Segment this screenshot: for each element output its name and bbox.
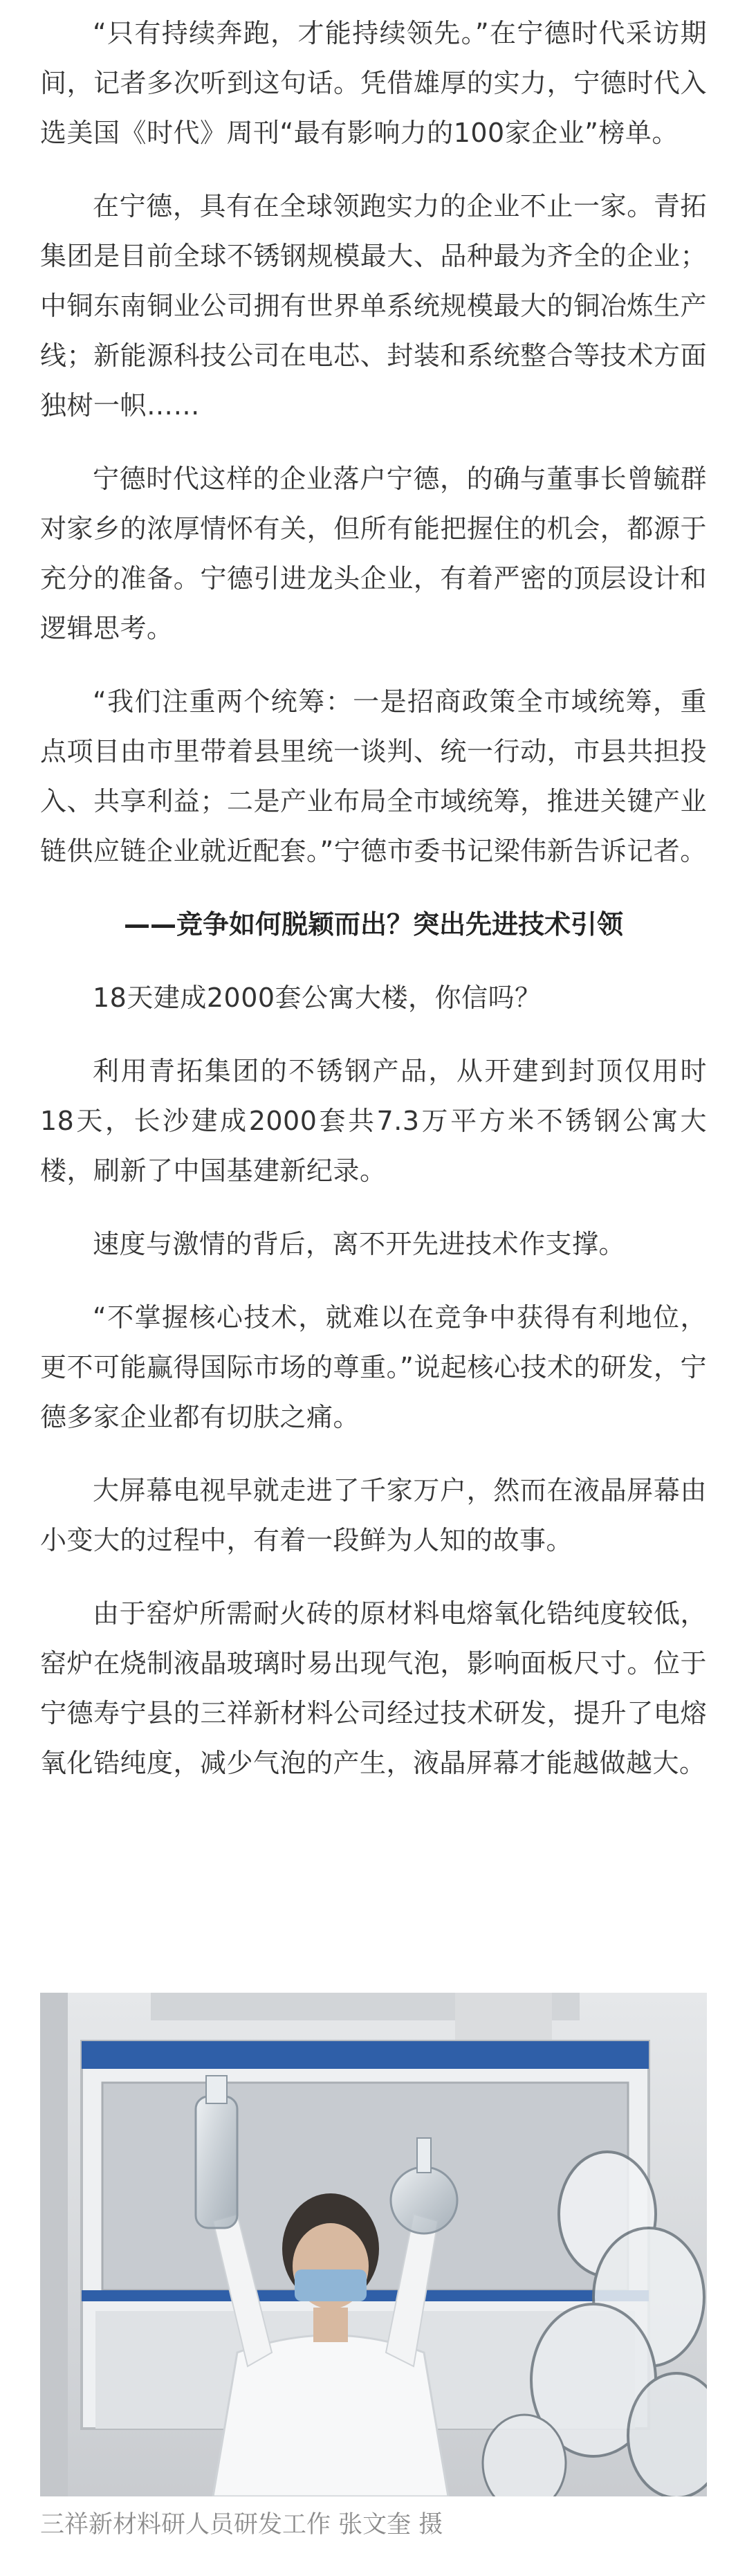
paragraph-2: 在宁德，具有在全球领跑实力的企业不止一家。青拓集团是目前全球不锈钢规模最大、品种最为齐全的企业；中铜东南铜业公司拥有世界单系统规模最大的铜冶炼生产线；新能源科技公司在电芯、封装和系统整合等技术方面独树一帜…… bbox=[40, 191, 707, 421]
paragraph-5: 18天建成2000套公寓大楼，你信吗？ bbox=[93, 983, 542, 1013]
paragraph-10: 由于窑炉所需耐火砖的原材料电熔氧化锆纯度较低，窑炉在烧制液晶玻璃时易出现气泡，影响面板尺寸。位于宁德寿宁县的三祥新材料公司经过技术研发，提升了电熔氧化锆纯度，减少气泡的产生，液晶屏幕才能越做越大。 bbox=[40, 1598, 707, 1778]
section-subheading: ——竞争如何脱颖而出？突出先进技术引领 bbox=[123, 909, 623, 940]
paragraph-7: 速度与激情的背后，离不开先进技术作支撑。 bbox=[93, 1229, 626, 1259]
paragraph-4: “我们注重两个统筹：一是招商政策全市域统筹，重点项目由市里带着县里统一谈判、统一行动，市县共担投入、共享利益；二是产业布局全市域统筹，推进关键产业链供应链企业就近配套。”宁德市委书记梁伟新告诉记者。 bbox=[40, 686, 707, 866]
paragraph-8: “不掌握核心技术，就难以在竞争中获得有利地位，更不可能赢得国际市场的尊重。”说起核心技术的研发，宁德多家企业都有切肤之痛。 bbox=[40, 1302, 707, 1432]
article-body bbox=[40, 8, 707, 1811]
paragraph-9: 大屏幕电视早就走进了千家万户，然而在液晶屏幕由小变大的过程中，有着一段鲜为人知的故事。 bbox=[40, 1475, 707, 1555]
lab-photo-illustration bbox=[40, 1993, 707, 2496]
photo-caption: 三祥新材料研人员研发工作 张文奎 摄 bbox=[40, 2511, 443, 2539]
paragraph-1: “只有持续奔跑，才能持续领先。”在宁德时代采访期间，记者多次听到这句话。凭借雄厚的实力，宁德时代入选美国《时代》周刊“最有影响力的100家企业”榜单。 bbox=[40, 18, 707, 148]
lab-photo bbox=[40, 1993, 707, 2496]
paragraph-3: 宁德时代这样的企业落户宁德，的确与董事长曾毓群对家乡的浓厚情怀有关，但所有能把握住的机会，都源于充分的准备。宁德引进龙头企业，有着严密的顶层设计和逻辑思考。 bbox=[40, 464, 707, 643]
paragraph-6: 利用青拓集团的不锈钢产品，从开建到封顶仅用时18天，长沙建成2000套共7.3万平方米不锈钢公寓大楼，刷新了中国基建新纪录。 bbox=[40, 1056, 707, 1186]
